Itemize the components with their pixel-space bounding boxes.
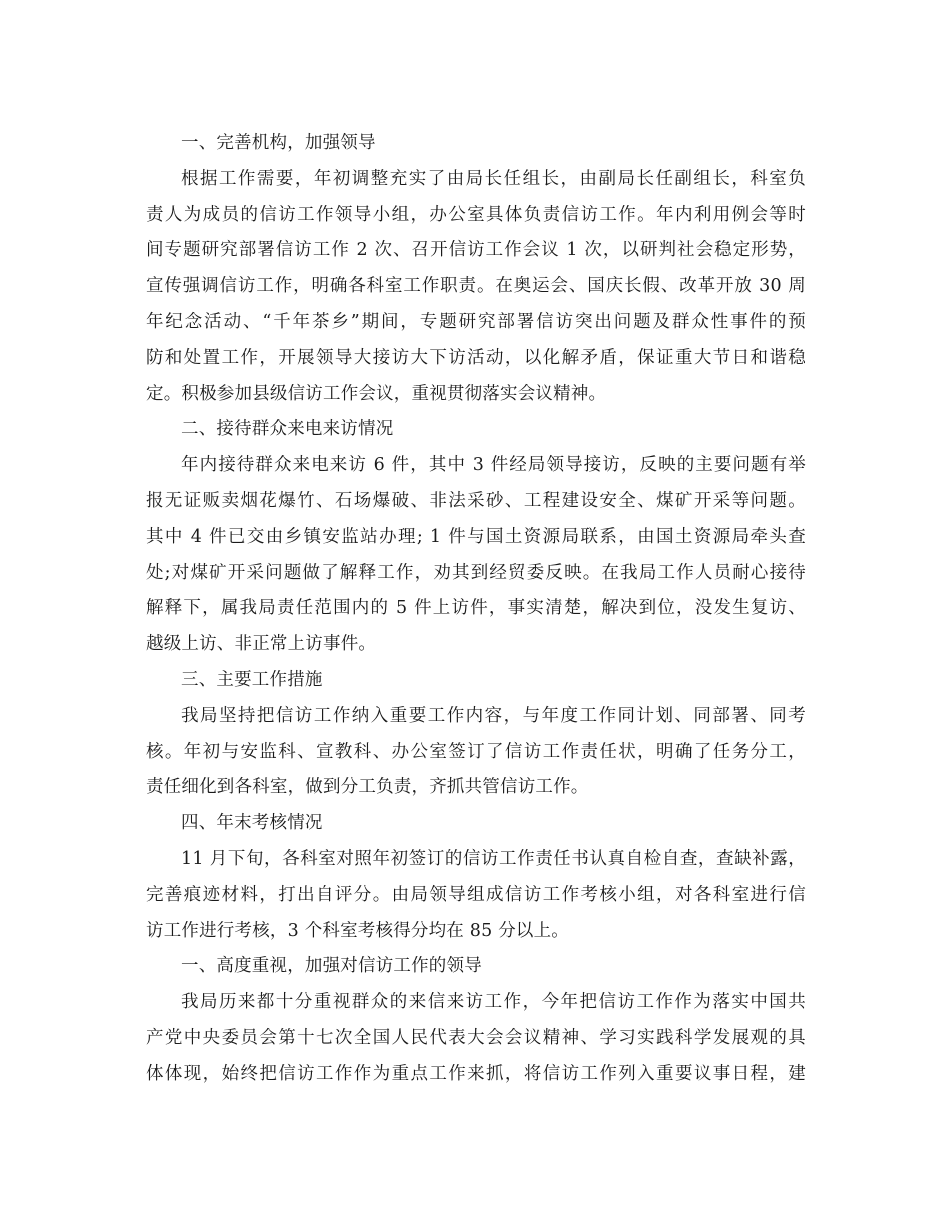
paragraph-line: 年内接待群众来电来访 6 件，其中 3 件经局领导接访，反映的主要问题有举 <box>181 455 806 476</box>
paragraph-line: 报无证贩卖烟花爆竹、石场爆破、非法采砂、工程建设安全、煤矿开采等问题。 <box>146 490 806 511</box>
section-heading: 四、年末考核情况 <box>181 813 323 834</box>
paragraph-line: 间专题研究部署信访工作 2 次、召开信访工作会议 1 次，以研判社会稳定形势， <box>146 240 806 261</box>
paragraph-line: 处;对煤矿开采问题做了解释工作，劝其到经贸委反映。在我局工作人员耐心接待 <box>146 562 806 583</box>
paragraph-line: 责人为成员的信访工作领导小组，办公室具体负责信访工作。年内利用例会等时 <box>146 204 806 225</box>
section-heading: 三、主要工作措施 <box>181 669 323 690</box>
section-heading: 一、高度重视，加强对信访工作的领导 <box>181 956 482 977</box>
paragraph-line: 其中 4 件已交由乡镇安监站办理; 1 件与国土资源局联系，由国土资源局牵头查 <box>146 526 806 547</box>
document-body <box>146 126 806 1093</box>
paragraph-line: 访工作进行考核，3 个科室考核得分均在 85 分以上。 <box>146 920 569 941</box>
paragraph-line: 定。积极参加县级信访工作会议，重视贯彻落实会议精神。 <box>146 383 607 404</box>
paragraph-line: 解释下，属我局责任范围内的 5 件上访件，事实清楚，解决到位，没发生复访、 <box>146 598 806 619</box>
paragraph-line: 防和处置工作，开展领导大接访大下访活动，以化解矛盾，保证重大节日和谐稳 <box>146 347 806 368</box>
paragraph-line: 完善痕迹材料，打出自评分。由局领导组成信访工作考核小组，对各科室进行信 <box>146 884 806 905</box>
paragraph-line: 体体现，始终把信访工作作为重点工作来抓，将信访工作列入重要议事日程，建 <box>146 1063 806 1084</box>
section-heading: 二、接待群众来电来访情况 <box>181 419 394 440</box>
paragraph-line: 根据工作需要，年初调整充实了由局长任组长，由副局长任副组长，科室负 <box>181 168 806 189</box>
paragraph-line: 11 月下旬，各科室对照年初签订的信访工作责任书认真自检自查，查缺补露， <box>181 848 806 869</box>
paragraph-line: 产党中央委员会第十七次全国人民代表大会会议精神、学习实践科学发展观的具 <box>146 1027 806 1048</box>
paragraph-line: 我局历来都十分重视群众的来信来访工作，今年把信访工作作为落实中国共 <box>181 992 806 1013</box>
section-heading: 一、完善机构，加强领导 <box>181 133 376 153</box>
paragraph-line: 责任细化到各科室，做到分工负责，齐抓共管信访工作。 <box>146 777 589 798</box>
paragraph-line: 我局坚持把信访工作纳入重要工作内容，与年度工作同计划、同部署、同考 <box>181 705 806 726</box>
paragraph-line: 年纪念活动、“千年茶乡”期间，专题研究部署信访突出问题及群众性事件的预 <box>146 311 806 332</box>
paragraph-line: 核。年初与安监科、宣教科、办公室签订了信访工作责任状，明确了任务分工， <box>146 741 806 762</box>
paragraph-line: 宣传强调信访工作，明确各科室工作职责。在奥运会、国庆长假、改革开放 30 周 <box>146 276 806 297</box>
paragraph-line: 越级上访、非正常上访事件。 <box>146 634 377 655</box>
